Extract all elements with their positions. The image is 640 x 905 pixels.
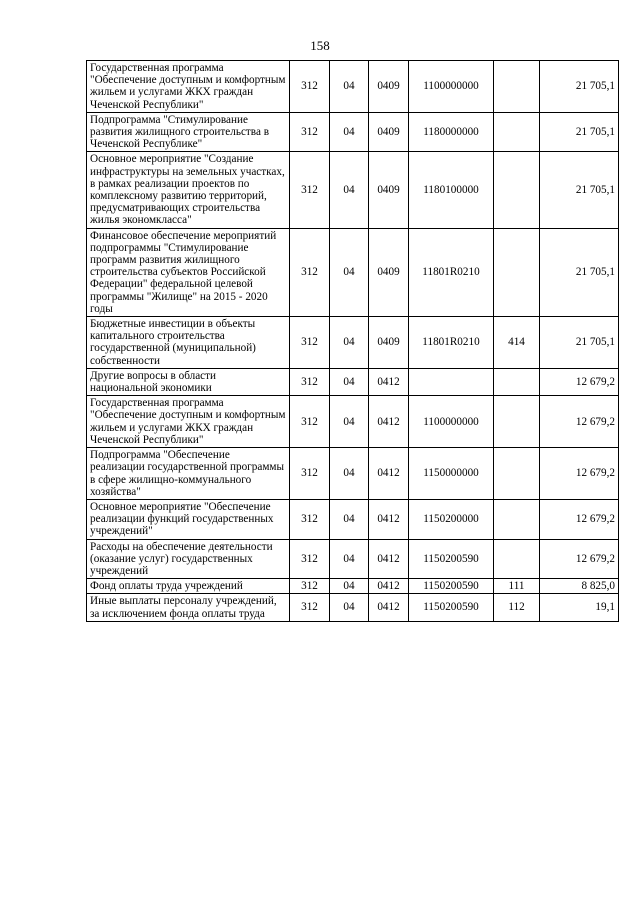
row-section-code: 04	[330, 228, 369, 316]
row-ministry-code: 312	[290, 579, 330, 594]
table-row	[87, 594, 619, 621]
row-subsection-code: 0412	[369, 368, 409, 395]
row-section-code: 04	[330, 368, 369, 395]
row-ministry-code: 312	[290, 539, 330, 579]
row-name: Расходы на обеспечение деятельности (оказание услуг) государственных учреждений	[87, 539, 290, 579]
budget-table-body	[87, 61, 619, 622]
row-target-article: 1100000000	[409, 396, 494, 448]
row-target-article: 1150200590	[409, 539, 494, 579]
row-section-code: 04	[330, 499, 369, 539]
row-ministry-code: 312	[290, 228, 330, 316]
row-subsection-code: 0412	[369, 539, 409, 579]
row-expense-type	[494, 368, 540, 395]
row-amount: 8 825,0	[540, 579, 619, 594]
row-expense-type	[494, 499, 540, 539]
row-name: Иные выплаты персоналу учреждений, за исключением фонда оплаты труда	[87, 594, 290, 621]
row-amount: 21 705,1	[540, 112, 619, 152]
row-target-article: 11801R0210	[409, 317, 494, 369]
row-ministry-code: 312	[290, 499, 330, 539]
table-row	[87, 448, 619, 500]
row-name: Государственная программа "Обеспечение доступным и комфортным жильем и услугами ЖКХ граждан Чеченской Республики"	[87, 61, 290, 113]
row-target-article: 1150200590	[409, 579, 494, 594]
row-expense-type	[494, 228, 540, 316]
row-expense-type	[494, 396, 540, 448]
row-expense-type: 112	[494, 594, 540, 621]
row-target-article: 11801R0210	[409, 228, 494, 316]
row-name: Основное мероприятие "Обеспечение реализации функций государственных учреждений"	[87, 499, 290, 539]
row-subsection-code: 0409	[369, 317, 409, 369]
row-expense-type: 111	[494, 579, 540, 594]
row-section-code: 04	[330, 152, 369, 228]
row-section-code: 04	[330, 317, 369, 369]
row-amount: 21 705,1	[540, 317, 619, 369]
table-row	[87, 61, 619, 113]
row-subsection-code: 0412	[369, 579, 409, 594]
row-section-code: 04	[330, 539, 369, 579]
row-target-article: 1100000000	[409, 61, 494, 113]
row-subsection-code: 0412	[369, 499, 409, 539]
row-amount: 19,1	[540, 594, 619, 621]
row-section-code: 04	[330, 448, 369, 500]
row-amount: 21 705,1	[540, 152, 619, 228]
row-amount: 21 705,1	[540, 61, 619, 113]
table-row	[87, 539, 619, 579]
row-name: Государственная программа "Обеспечение доступным и комфортным жильем и услугами ЖКХ граждан Чеченской Республики"	[87, 396, 290, 448]
row-name: Подпрограмма "Стимулирование развития жилищного строительства в Чеченской Республике"	[87, 112, 290, 152]
row-section-code: 04	[330, 579, 369, 594]
row-amount: 12 679,2	[540, 368, 619, 395]
row-ministry-code: 312	[290, 368, 330, 395]
table-row	[87, 152, 619, 228]
row-name: Фонд оплаты труда учреждений	[87, 579, 290, 594]
row-expense-type: 414	[494, 317, 540, 369]
table-row	[87, 317, 619, 369]
row-ministry-code: 312	[290, 317, 330, 369]
row-target-article: 1180100000	[409, 152, 494, 228]
row-subsection-code: 0409	[369, 228, 409, 316]
row-ministry-code: 312	[290, 112, 330, 152]
row-section-code: 04	[330, 594, 369, 621]
row-subsection-code: 0409	[369, 112, 409, 152]
row-amount: 12 679,2	[540, 539, 619, 579]
row-amount: 12 679,2	[540, 448, 619, 500]
row-name: Бюджетные инвестиции в объекты капитального строительства государственной (муниципальной) собственности	[87, 317, 290, 369]
row-name: Другие вопросы в области национальной экономики	[87, 368, 290, 395]
row-target-article: 1150200590	[409, 594, 494, 621]
row-subsection-code: 0412	[369, 396, 409, 448]
row-expense-type	[494, 61, 540, 113]
row-amount: 12 679,2	[540, 499, 619, 539]
row-name: Основное мероприятие "Создание инфраструктуры на земельных участках, в рамках реализации проектов по комплексному развитию территорий, предусматривающих строительства жилья экономкласса"	[87, 152, 290, 228]
row-expense-type	[494, 152, 540, 228]
row-expense-type	[494, 448, 540, 500]
row-ministry-code: 312	[290, 61, 330, 113]
row-section-code: 04	[330, 112, 369, 152]
row-expense-type	[494, 539, 540, 579]
row-target-article: 1150200000	[409, 499, 494, 539]
table-row	[87, 579, 619, 594]
row-target-article: 1180000000	[409, 112, 494, 152]
row-subsection-code: 0412	[369, 594, 409, 621]
table-row	[87, 499, 619, 539]
row-subsection-code: 0409	[369, 61, 409, 113]
row-section-code: 04	[330, 61, 369, 113]
row-subsection-code: 0412	[369, 448, 409, 500]
table-row	[87, 228, 619, 316]
budget-table	[86, 60, 619, 622]
row-ministry-code: 312	[290, 152, 330, 228]
table-row	[87, 368, 619, 395]
row-expense-type	[494, 112, 540, 152]
row-ministry-code: 312	[290, 594, 330, 621]
row-target-article: 1150000000	[409, 448, 494, 500]
row-name: Подпрограмма "Обеспечение реализации государственной программы в сфере жилищно-коммунального хозяйства"	[87, 448, 290, 500]
row-name: Финансовое обеспечение мероприятий подпрограммы "Стимулирование программ развития жилищного строительства субъектов Российской Федерации" федеральной целевой программы "Жилище" на 2015 - 2020 годы	[87, 228, 290, 316]
row-section-code: 04	[330, 396, 369, 448]
table-row	[87, 112, 619, 152]
table-row	[87, 396, 619, 448]
row-target-article	[409, 368, 494, 395]
row-amount: 12 679,2	[540, 396, 619, 448]
page-number: 158	[310, 38, 330, 53]
row-subsection-code: 0409	[369, 152, 409, 228]
row-ministry-code: 312	[290, 448, 330, 500]
row-ministry-code: 312	[290, 396, 330, 448]
row-amount: 21 705,1	[540, 228, 619, 316]
